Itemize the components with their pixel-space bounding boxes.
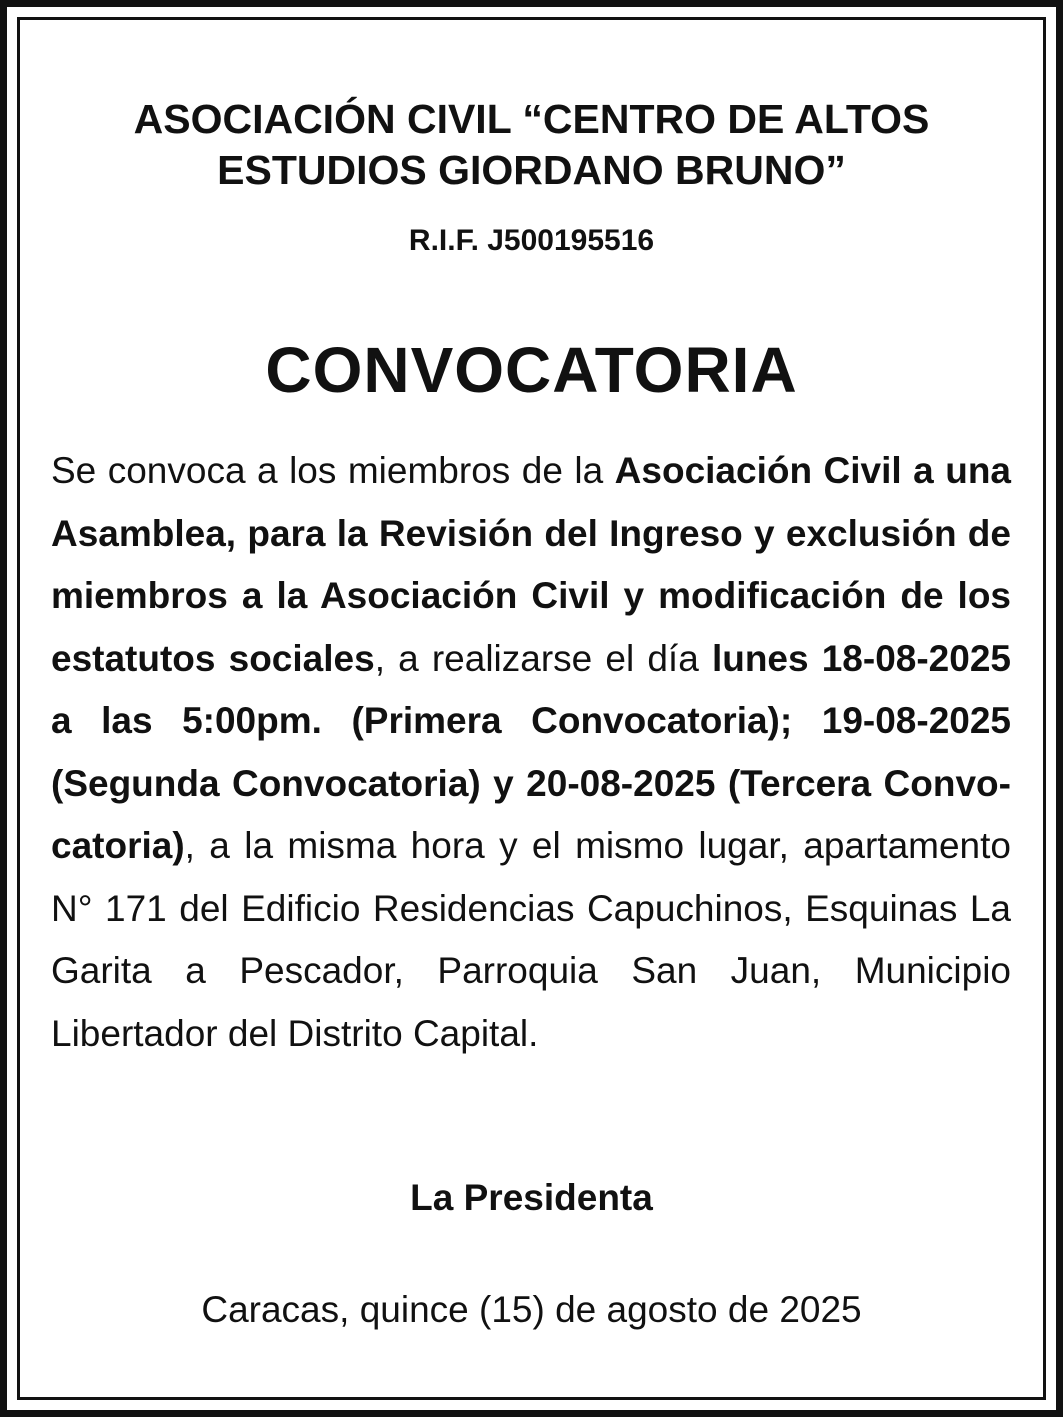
signature-title: La Presidenta xyxy=(410,1177,653,1218)
body-meeting-dates: lunes 18-08-2025 a las 5:00pm. (Primera Convocatoria); 19-08-2025 (Segunda Convocatoria) y 20-08-2025 (Tercera Convocatoria) xyxy=(51,637,1011,866)
rif-number: R.I.F. J500195516 xyxy=(408,224,655,257)
notice-body xyxy=(51,440,1011,1065)
body-location: , a la misma hora y el mismo lugar, apartamento N° 171 del Edificio Residencias Capuchinos, Esquinas La Garita a Pescador, Parroquia San Juan, Municipio Libertador del Distrito Capital. xyxy=(51,825,1011,1054)
body-assembly-purpose: Asociación Civil a una Asamblea, para la Revisión del Ingreso y exclusión de miembros a la Asociación Civil y modificación de los estatutos sociales xyxy=(51,450,1011,679)
notice-title: CONVOCATORIA xyxy=(265,334,798,406)
body-date-intro: , a realizarse el día xyxy=(374,637,712,679)
organization-name xyxy=(40,94,1023,196)
place-and-date: Caracas, quince (15) de agosto de 2025 xyxy=(201,1289,862,1330)
organization-name-line-2: ESTUDIOS GIORDANO BRUNO” xyxy=(217,147,846,193)
body-intro-text: Se convoca a los miembros de la xyxy=(51,450,615,491)
organization-name-line-1: ASOCIACIÓN CIVIL “CENTRO DE ALTOS xyxy=(133,96,930,142)
